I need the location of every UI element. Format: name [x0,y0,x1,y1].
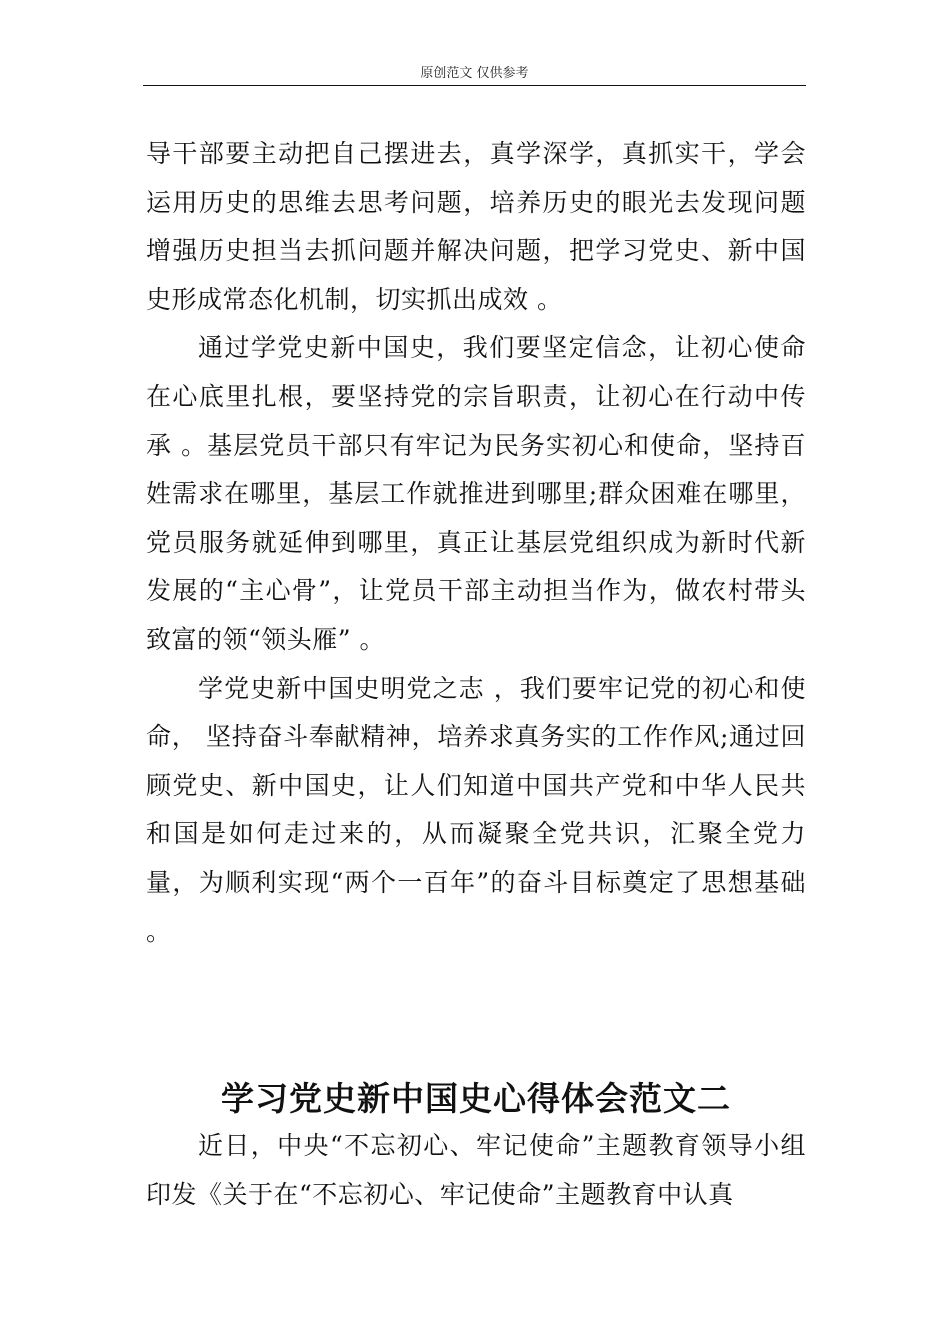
paragraph-1: 导干部要主动把自己摆进去，真学深学，真抓实干，学会运用历史的思维去思考问题，培养历史的眼光去发现问题增强历史担当去抓问题并解决问题，把学习党史、新中国史形成常态化机制，切实抓出成效 。 [146,139,806,314]
paragraph-2: 通过学党史新中国史，我们要坚定信念，让初心使命在心底里扎根，要坚持党的宗旨职责，让初心在行动中传承 。基层党员干部只有牢记为民务实初心和使命，坚持百姓需求在哪里，基层工作就推进到哪里;群众困难在哪里，党员服务就延伸到哪里，真正让基层党组织成为新时代新发展的“主心骨”，让党员干部主动担当作为，做农村带头致富的领“领头雁” 。 [146,333,806,654]
body-text [146,130,806,956]
section-body [146,1122,806,1219]
header-divider [143,85,806,86]
page-header: 原创范文 仅供参考 [420,66,529,81]
section-paragraph-1: 近日，中央“不忘初心、牢记使命”主题教育领导小组印发《关于在“不忘初心、牢记使命”主题教育中认真 [146,1131,806,1209]
section-title: 学习党史新中国史心得体会范文二 [221,1079,731,1118]
paragraph-3: 学党史新中国史明党之志 ，我们要牢记党的初心和使命， 坚持奋斗奉献精神，培养求真务实的工作作风;通过回顾党史、新中国史，让人们知道中国共产党和中华人民共和国是如何走过来的，从而凝聚全党共识，汇聚全党力量，为顺利实现“两个一百年”的奋斗目标奠定了思想基础 。 [146,673,806,946]
